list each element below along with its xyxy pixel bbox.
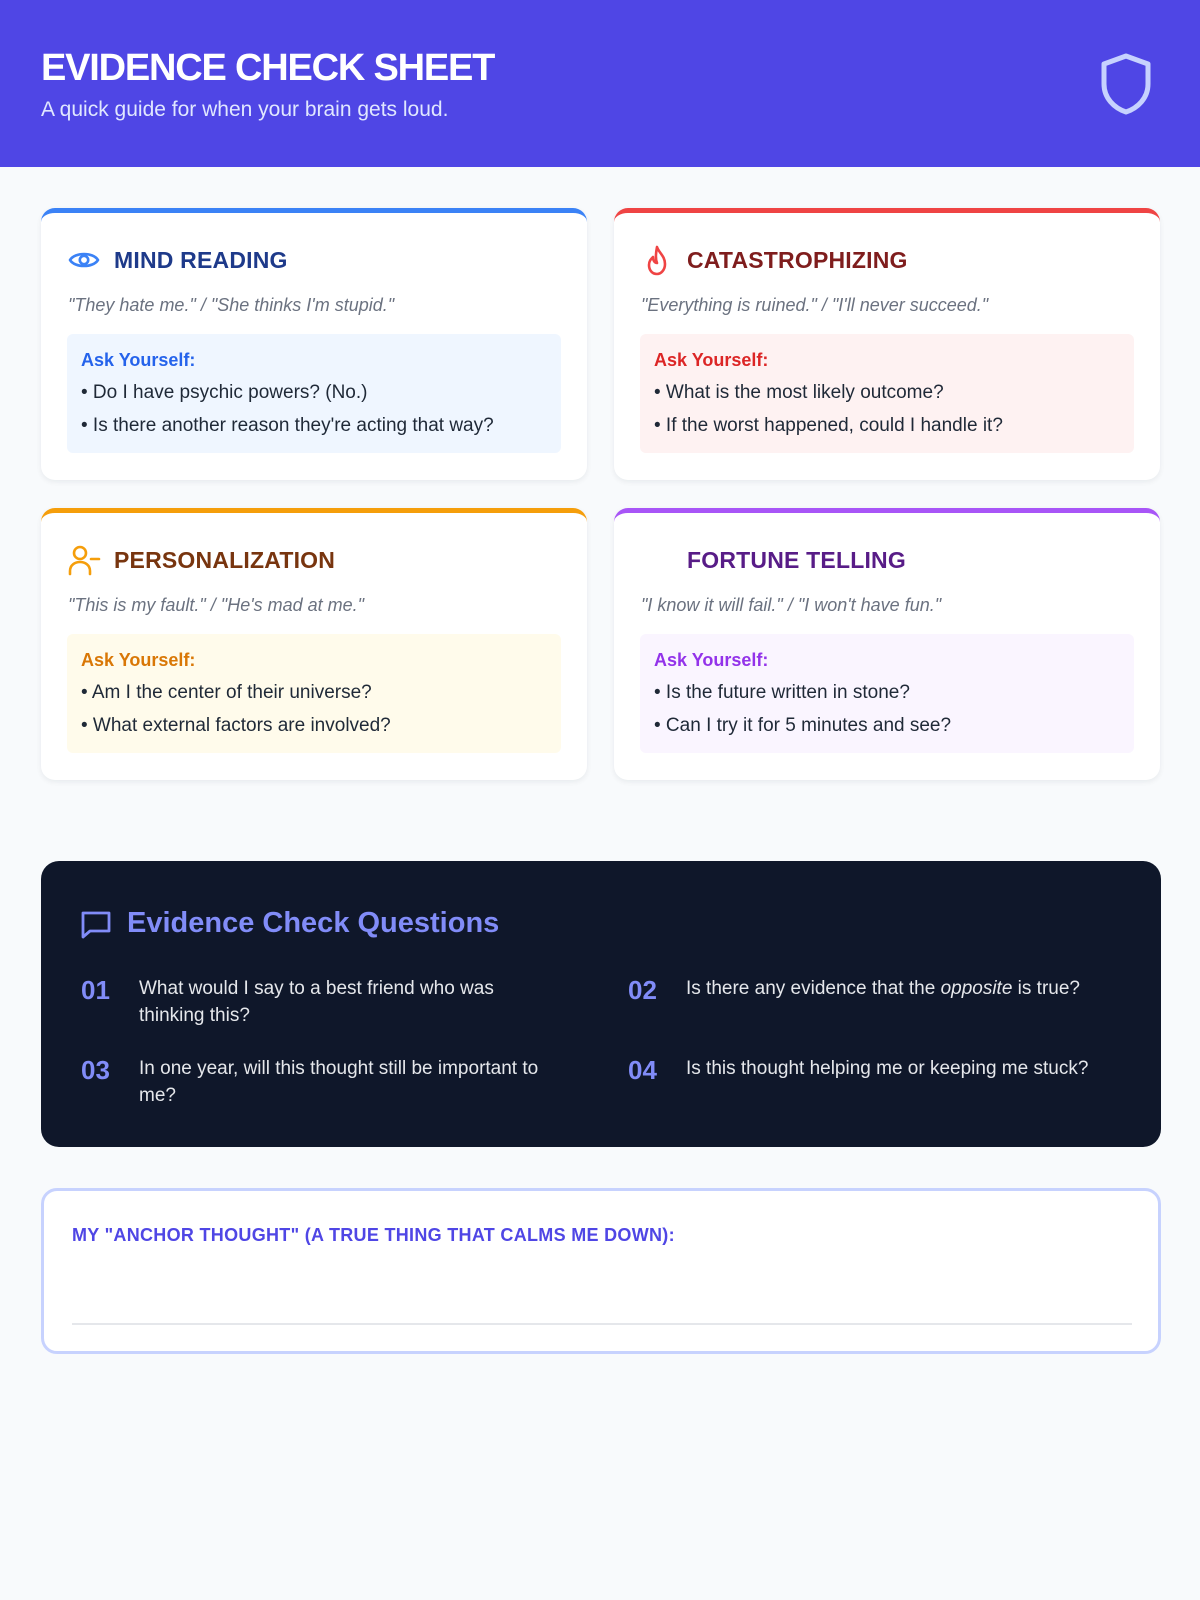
ask-yourself-box (67, 334, 561, 453)
ask-item: • Is there another reason they're acting that way? (81, 415, 494, 436)
flame-icon (640, 243, 674, 277)
card-quote: "Everything is ruined." / "I'll never succeed." (641, 295, 989, 315)
ask-yourself-label: Ask Yourself: (81, 650, 196, 670)
question-text-emphasis: opposite (940, 978, 1013, 999)
distortion-card-fortune-telling (614, 508, 1160, 780)
card-title: FORTUNE TELLING (687, 547, 906, 573)
shield-icon (1096, 50, 1156, 118)
ask-yourself-label: Ask Yourself: (81, 350, 196, 370)
card-title: PERSONALIZATION (114, 547, 336, 573)
distortion-card-personalization (41, 508, 587, 780)
ask-yourself-box (67, 634, 561, 753)
questions-title: Evidence Check Questions (127, 907, 500, 939)
eye-icon (67, 243, 101, 277)
ask-item: • Am I the center of their universe? (81, 682, 372, 703)
card-title: CATASTROPHIZING (687, 247, 908, 273)
ask-item: • What is the most likely outcome? (654, 382, 944, 403)
ask-item: • Is the future written in stone? (654, 682, 910, 703)
question-text-part: is true? (1012, 978, 1080, 999)
card-quote: "I know it will fail." / "I won't have fun." (641, 595, 942, 615)
question-text (686, 975, 1106, 1002)
ask-item: • Can I try it for 5 minutes and see? (654, 715, 952, 736)
ask-item: • Do I have psychic powers? (No.) (81, 382, 368, 403)
card-quote: "This is my fault." / "He's mad at me." (68, 595, 365, 615)
distortion-card-catastrophizing (614, 208, 1160, 480)
question-number: 03 (81, 1055, 110, 1085)
anchor-thought-box[interactable] (41, 1188, 1161, 1354)
message-square-icon (79, 907, 113, 941)
user-minus-icon (67, 543, 101, 577)
card-title: MIND READING (114, 247, 288, 273)
question-number: 02 (628, 975, 657, 1005)
ask-yourself-label: Ask Yourself: (654, 350, 769, 370)
ask-yourself-label: Ask Yourself: (654, 650, 769, 670)
ask-yourself-box (640, 334, 1134, 453)
question-text-part: Is there any evidence that the (686, 978, 941, 999)
question-number: 01 (81, 975, 110, 1005)
anchor-thought-label: MY "ANCHOR THOUGHT" (A TRUE THING THAT CALMS ME DOWN): (72, 1225, 675, 1245)
evidence-questions-panel (41, 861, 1161, 1147)
distortion-card-mind-reading (41, 208, 587, 480)
anchor-thought-write-line[interactable] (72, 1323, 1132, 1325)
question-text: In one year, will this thought still be important to me? (139, 1058, 539, 1106)
ask-item: • What external factors are involved? (81, 715, 391, 736)
question-text: What would I say to a best friend who was thinking this? (139, 978, 494, 1026)
page-title: EVIDENCE CHECK SHEET (41, 47, 495, 89)
question-text: Is this thought helping me or keeping me stuck? (686, 1058, 1089, 1079)
ask-yourself-box (640, 634, 1134, 753)
question-number: 04 (628, 1055, 657, 1085)
card-quote: "They hate me." / "She thinks I'm stupid." (68, 295, 395, 315)
page-header (0, 0, 1200, 167)
ask-item: • If the worst happened, could I handle it? (654, 415, 1003, 436)
page-subtitle: A quick guide for when your brain gets loud. (41, 98, 449, 121)
